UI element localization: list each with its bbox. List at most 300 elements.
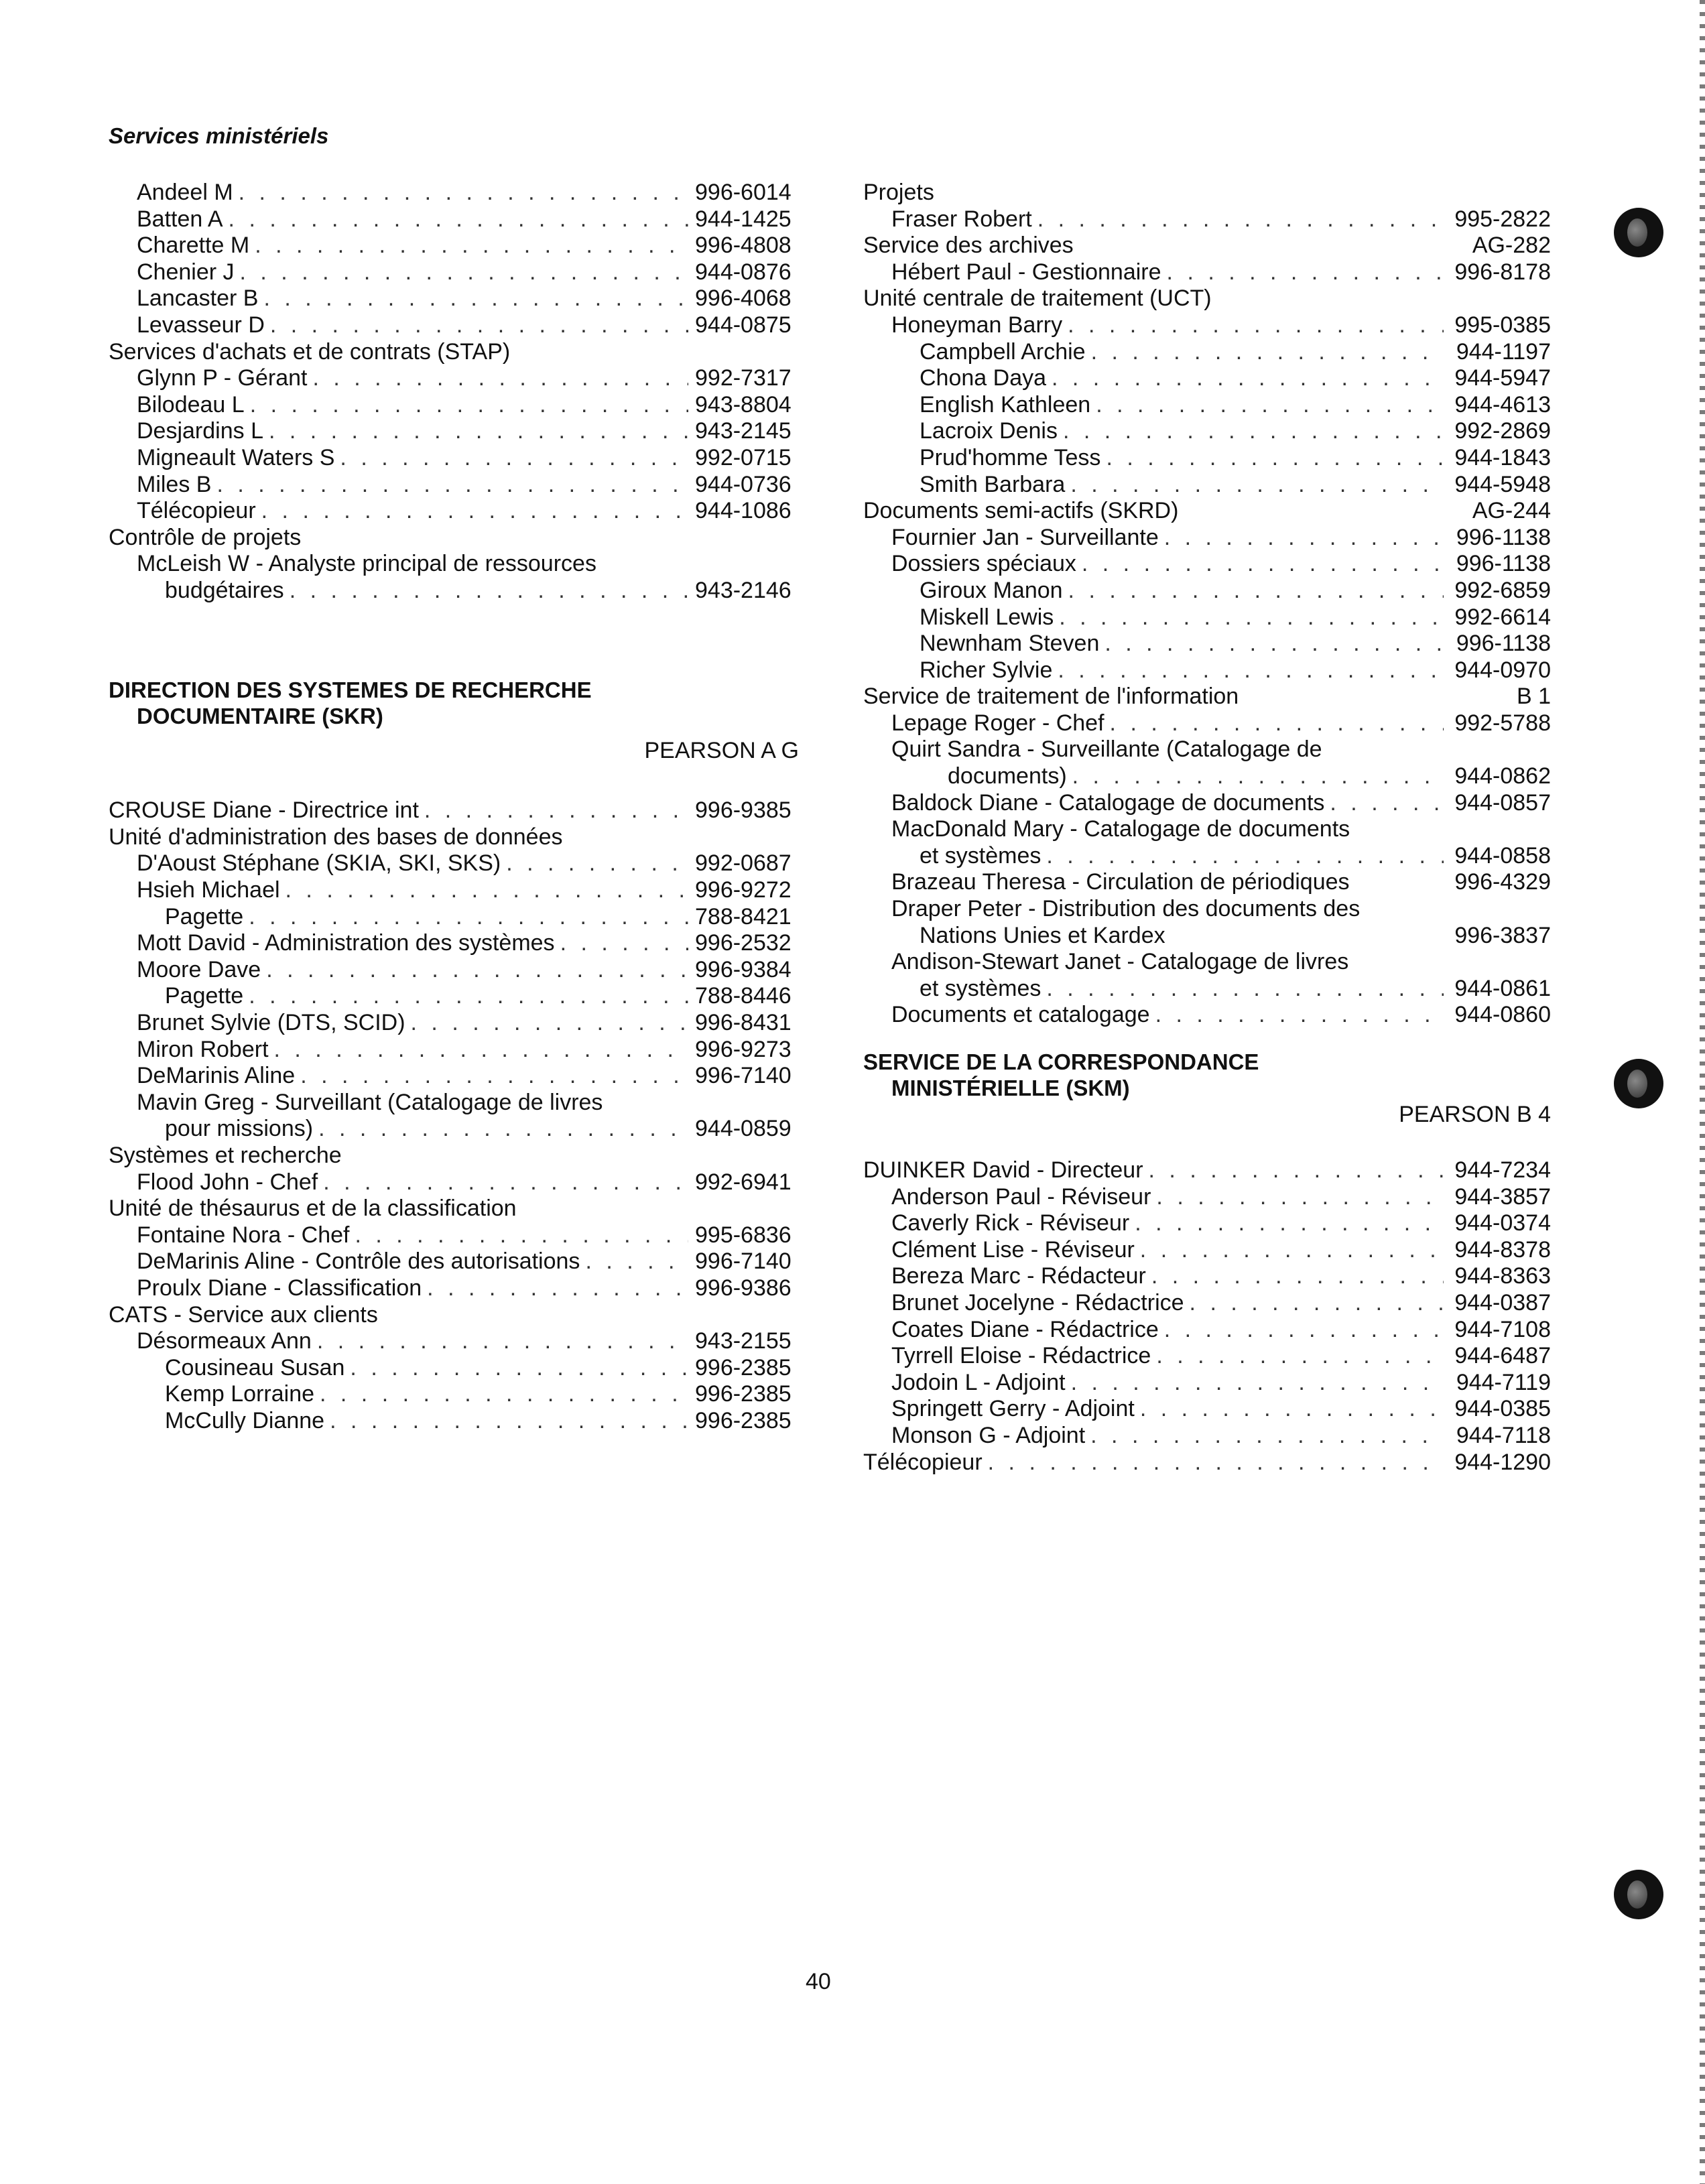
section-skr: [109, 677, 799, 764]
right-listing-1: [863, 180, 1551, 1029]
entry-name: Cousineau Susan: [165, 1354, 345, 1380]
leader-dots: [313, 365, 689, 392]
leader-dots: [1059, 604, 1444, 631]
entry-phone: 944-0736: [695, 471, 792, 497]
entry-name: McCully Dianne: [165, 1407, 325, 1433]
entry-phone: 944-6487: [1454, 1343, 1551, 1369]
leader-dots: [1068, 578, 1444, 604]
entry-phone: 995-0385: [1454, 312, 1551, 338]
entry-name: documents): [948, 763, 1067, 789]
leader-dots: [340, 445, 688, 472]
leader-dots: [1037, 206, 1444, 233]
directory-entry: [863, 1184, 1551, 1211]
directory-entry: [109, 1169, 799, 1196]
directory-entry: [863, 1002, 1551, 1029]
directory-entry: [863, 710, 1551, 737]
entry-phone: 944-3857: [1454, 1183, 1551, 1210]
entry-name: Lepage Roger - Chef: [891, 710, 1104, 736]
entry-name: Unité de thésaurus et de la classification: [109, 1196, 517, 1222]
entry-name: budgétaires: [165, 577, 284, 603]
entry-phone: 996-7140: [695, 1248, 792, 1275]
directory-entry: [863, 631, 1551, 657]
entry-name: Chenier J: [137, 259, 235, 285]
entry-phone: 944-5947: [1454, 365, 1551, 391]
entry-phone: AG-282: [1472, 233, 1551, 259]
entry-name: Unité d'administration des bases de données: [109, 824, 563, 850]
entry-phone: 996-9386: [695, 1275, 792, 1301]
leader-dots: [411, 1010, 688, 1037]
leader-dots: [266, 957, 688, 984]
entry-name: Migneault Waters S: [137, 444, 335, 470]
entry-phone: 944-7119: [1456, 1369, 1551, 1395]
directory-entry: [109, 797, 799, 824]
directory-entry: [109, 904, 799, 931]
directory-entry: [109, 1143, 799, 1169]
entry-name: Tyrrell Eloise - Rédactrice: [891, 1343, 1151, 1369]
entry-phone: 995-6836: [695, 1222, 792, 1248]
directory-entry: [863, 285, 1551, 312]
entry-phone: 944-0862: [1454, 763, 1551, 789]
building-label: PEARSON A G: [644, 738, 799, 764]
leader-dots: [1151, 1263, 1444, 1290]
page-number: 40: [806, 1969, 831, 1994]
directory-entry: [109, 1196, 799, 1222]
leader-dots: [1096, 392, 1444, 419]
entry-name: English Kathleen: [920, 391, 1091, 417]
entry-phone: 992-5788: [1454, 710, 1551, 736]
entry-phone: 944-7118: [1456, 1422, 1551, 1448]
entry-name: Glynn P - Gérant: [137, 365, 308, 391]
entry-name: Batten A: [137, 206, 223, 232]
directory-entry: [863, 259, 1551, 286]
directory-entry: [109, 983, 799, 1010]
entry-phone: 996-7140: [695, 1063, 792, 1089]
entry-name: Projets: [863, 180, 934, 205]
leader-dots: [355, 1222, 689, 1249]
directory-entry: [109, 233, 799, 259]
directory-entry: [863, 1210, 1551, 1237]
directory-entry: [863, 578, 1551, 604]
directory-entry: [109, 312, 799, 339]
directory-entry: [863, 365, 1551, 392]
leader-dots: [320, 1381, 688, 1408]
section-skm: [863, 1049, 1551, 1128]
directory-entry: [109, 1248, 799, 1275]
entry-phone: 943-2145: [695, 418, 792, 444]
entry-name: Documents et catalogage: [891, 1002, 1150, 1028]
leader-dots: [1090, 1423, 1444, 1450]
entry-name: Mavin Greg - Surveillant (Catalogage de livres: [137, 1089, 603, 1115]
directory-entry: [109, 1116, 799, 1143]
directory-entry: [109, 285, 799, 312]
directory-entry: [109, 930, 799, 957]
entry-phone: 944-8363: [1454, 1263, 1551, 1289]
entry-phone: 992-0715: [695, 444, 792, 470]
leader-dots: [1149, 1157, 1444, 1184]
entry-name: Charette M: [137, 233, 250, 259]
leader-dots: [318, 1116, 688, 1143]
entry-phone: 944-0859: [695, 1116, 792, 1142]
directory-entry: [863, 392, 1551, 419]
leader-dots: [323, 1169, 688, 1196]
entry-name: Dossiers spéciaux: [891, 551, 1076, 577]
entry-name: Chona Daya: [920, 365, 1047, 391]
entry-phone: 944-7108: [1454, 1316, 1551, 1342]
directory-entry: [863, 445, 1551, 472]
entry-name: Service des archives: [863, 233, 1074, 259]
directory-entry: [863, 790, 1551, 817]
entry-name: Désormeaux Ann: [137, 1328, 312, 1354]
entry-phone: 992-6941: [695, 1169, 792, 1195]
entry-name: DeMarinis Aline - Contrôle des autorisations: [137, 1248, 580, 1275]
directory-entry: [863, 843, 1551, 870]
entry-phone: 996-2385: [695, 1407, 792, 1433]
leader-dots: [216, 472, 688, 499]
leader-dots: [350, 1355, 688, 1382]
directory-entry: [863, 1396, 1551, 1423]
directory-entry: [863, 816, 1551, 843]
entry-name: Hébert Paul - Gestionnaire: [891, 259, 1161, 285]
entry-name: MacDonald Mary - Catalogage de documents: [891, 816, 1350, 842]
running-head: Services ministériels: [109, 123, 329, 148]
entry-phone: 944-0374: [1454, 1210, 1551, 1236]
entry-phone: 944-1086: [695, 498, 792, 524]
leader-dots: [1140, 1237, 1444, 1264]
entry-phone: 996-1138: [1456, 524, 1551, 550]
entry-name: Andison-Stewart Janet - Catalogage de livres: [891, 949, 1349, 975]
leader-dots: [263, 285, 688, 312]
entry-name: Lacroix Denis: [920, 418, 1058, 444]
entry-phone: 944-0970: [1454, 657, 1551, 683]
leader-dots: [249, 983, 688, 1010]
entry-name: Miles B: [137, 471, 212, 497]
entry-phone: 996-9384: [695, 956, 792, 982]
entry-name: Monson G - Adjoint: [891, 1422, 1086, 1448]
directory-entry: [863, 312, 1551, 339]
entry-name: Miskell Lewis: [920, 604, 1054, 630]
directory-entry: [109, 1381, 799, 1408]
entry-phone: 996-2385: [695, 1381, 792, 1407]
entry-phone: 996-1138: [1456, 551, 1551, 577]
leader-dots: [1167, 259, 1444, 286]
leader-dots: [269, 418, 688, 445]
entry-name: Fontaine Nora - Chef: [137, 1222, 350, 1248]
directory-entry: [109, 824, 799, 851]
directory-entry: [109, 206, 799, 233]
section-title: [863, 1049, 1551, 1101]
entry-name: Giroux Manon: [920, 577, 1063, 603]
entry-phone: 996-8178: [1454, 259, 1551, 285]
entry-name: D'Aoust Stéphane (SKIA, SKI, SKS): [137, 850, 501, 877]
entry-phone: 992-7317: [695, 365, 792, 391]
leader-dots: [1058, 657, 1444, 684]
binder-hole-icon: [1614, 1870, 1663, 1919]
leader-dots: [286, 877, 688, 904]
leader-dots: [255, 233, 688, 259]
entry-name: Services d'achats et de contrats (STAP): [109, 338, 511, 365]
directory-entry: [109, 1037, 799, 1064]
directory-entry: [863, 472, 1551, 499]
section-title-line: SERVICE DE LA CORRESPONDANCE: [863, 1049, 1259, 1074]
leader-dots: [300, 1063, 688, 1090]
entry-name: Moore Dave: [137, 956, 261, 982]
directory-entry: [109, 578, 799, 604]
leader-dots: [1068, 312, 1444, 339]
directory-entry: [863, 657, 1551, 684]
leader-dots: [1155, 1002, 1444, 1029]
directory-entry: [109, 850, 799, 877]
directory-entry: [863, 1343, 1551, 1370]
entry-name: Miron Robert: [137, 1036, 269, 1062]
section-title-line: MINISTÉRIELLE (SKM): [891, 1076, 1130, 1100]
directory-entry: [863, 949, 1551, 976]
entry-phone: 944-0860: [1454, 1002, 1551, 1028]
directory-entry: [109, 418, 799, 445]
entry-name: Service de traitement de l'information: [863, 684, 1239, 710]
directory-entry: [109, 1408, 799, 1435]
building-label: PEARSON B 4: [1399, 1102, 1551, 1127]
directory-entry: [109, 1222, 799, 1249]
directory-entry: [109, 339, 799, 366]
entry-name: Anderson Paul - Réviseur: [891, 1183, 1151, 1210]
entry-name: Bereza Marc - Rédacteur: [891, 1263, 1146, 1289]
leader-dots: [290, 578, 688, 604]
leader-dots: [1156, 1184, 1444, 1211]
entry-name: Nations Unies et Kardex: [920, 922, 1165, 948]
entry-phone: 992-0687: [695, 850, 792, 877]
directory-entry: [863, 763, 1551, 790]
entry-phone: 995-2822: [1454, 206, 1551, 232]
entry-name: Lancaster B: [137, 285, 259, 312]
directory-entry: [863, 923, 1551, 950]
entry-name: Systèmes et recherche: [109, 1143, 342, 1168]
directory-entry: [863, 1263, 1551, 1290]
section-title: [109, 677, 799, 729]
leader-dots: [585, 1248, 688, 1275]
entry-name: DUINKER David - Directeur: [863, 1157, 1143, 1183]
leader-dots: [506, 850, 688, 877]
entry-phone: 944-0385: [1454, 1396, 1551, 1422]
right-column: [863, 180, 1551, 1476]
left-listing-2: [109, 797, 799, 1434]
leader-dots: [270, 312, 688, 339]
entry-phone: 944-8378: [1454, 1236, 1551, 1263]
leader-dots: [317, 1328, 688, 1355]
leader-dots: [988, 1450, 1444, 1476]
leader-dots: [1156, 1343, 1444, 1370]
entry-name: Caverly Rick - Réviseur: [891, 1210, 1130, 1236]
leader-dots: [1135, 1210, 1444, 1237]
leader-dots: [1164, 525, 1444, 552]
entry-phone: 996-2385: [695, 1354, 792, 1380]
directory-entry: [863, 869, 1551, 896]
directory-entry: [109, 180, 799, 206]
directory-entry: [109, 365, 799, 392]
left-listing-1: [109, 180, 799, 604]
directory-entry: [109, 957, 799, 984]
entry-phone: 996-2532: [695, 930, 792, 956]
directory-entry: [109, 1302, 799, 1329]
directory-entry: [863, 896, 1551, 923]
leader-dots: [249, 904, 688, 931]
directory-entry: [109, 498, 799, 525]
directory-entry: [863, 976, 1551, 1003]
directory-entry: [109, 392, 799, 419]
entry-name: DeMarinis Aline: [137, 1063, 296, 1089]
leader-dots: [1110, 710, 1444, 737]
scan-edge: [1700, 0, 1705, 2184]
entry-name: Flood John - Chef: [137, 1169, 318, 1195]
binder-hole-icon: [1614, 208, 1663, 257]
entry-phone: 944-1197: [1456, 338, 1551, 365]
entry-name: Proulx Diane - Classification: [137, 1275, 422, 1301]
directory-entry: [863, 551, 1551, 578]
directory-entry: [863, 1450, 1551, 1476]
entry-name: Richer Sylvie: [920, 657, 1053, 683]
entry-phone: 944-0861: [1454, 975, 1551, 1001]
entry-phone: 944-1425: [695, 206, 792, 232]
entry-name: Clément Lise - Réviseur: [891, 1236, 1135, 1263]
entry-phone: 944-1290: [1454, 1449, 1551, 1475]
entry-name: Honeyman Barry: [891, 312, 1063, 338]
directory-entry: [109, 525, 799, 552]
entry-phone: 996-4068: [695, 285, 792, 312]
entry-name: Télécopieur: [137, 498, 256, 524]
entry-phone: 944-0857: [1454, 789, 1551, 816]
entry-name: Télécopieur: [863, 1449, 983, 1475]
entry-phone: 944-1843: [1454, 444, 1551, 470]
leader-dots: [1082, 551, 1444, 578]
entry-name: Mott David - Administration des systèmes: [137, 930, 555, 956]
entry-phone: 996-8431: [695, 1010, 792, 1036]
leader-dots: [1106, 445, 1444, 472]
leader-dots: [560, 930, 688, 957]
directory-entry: [863, 1290, 1551, 1317]
entry-name: et systèmes: [920, 975, 1041, 1001]
right-listing-2: [863, 1157, 1551, 1476]
leader-dots: [240, 259, 688, 286]
entry-phone: AG-244: [1472, 498, 1551, 524]
leader-dots: [1091, 339, 1444, 366]
directory-entry: [863, 498, 1551, 525]
leader-dots: [1190, 1290, 1444, 1317]
leader-dots: [1140, 1396, 1444, 1423]
entry-name: et systèmes: [920, 842, 1041, 869]
entry-name: Prud'homme Tess: [920, 444, 1101, 470]
directory-entry: [109, 1328, 799, 1355]
entry-phone: 996-9273: [695, 1036, 792, 1062]
directory-entry: [863, 1370, 1551, 1397]
entry-name: Kemp Lorraine: [165, 1381, 315, 1407]
entry-name: Contrôle de projets: [109, 524, 302, 550]
entry-phone: 992-2869: [1454, 418, 1551, 444]
leader-dots: [1072, 763, 1444, 790]
entry-name: Brunet Jocelyne - Rédactrice: [891, 1289, 1184, 1315]
entry-name: McLeish W - Analyste principal de ressources: [137, 551, 596, 577]
entry-phone: 996-6014: [695, 180, 792, 205]
entry-name: Jodoin L - Adjoint: [891, 1369, 1066, 1395]
entry-name: Newnham Steven: [920, 631, 1100, 657]
entry-name: Desjardins L: [137, 418, 263, 444]
entry-phone: 944-4613: [1454, 391, 1551, 417]
entry-name: Andeel M: [137, 180, 233, 205]
directory-entry: [109, 445, 799, 472]
entry-phone: 943-2155: [695, 1328, 792, 1354]
entry-phone: 944-7234: [1454, 1157, 1551, 1183]
leader-dots: [1046, 976, 1444, 1003]
entry-name: Quirt Sandra - Surveillante (Catalogage de: [891, 736, 1322, 763]
entry-name: Bilodeau L: [137, 391, 245, 417]
directory-entry: [863, 736, 1551, 763]
directory-entry: [863, 1423, 1551, 1450]
directory-entry: [109, 551, 799, 578]
entry-phone: 996-3837: [1454, 922, 1551, 948]
directory-entry: [109, 1010, 799, 1037]
directory-entry: [109, 259, 799, 286]
entry-phone: 996-9272: [695, 877, 792, 903]
entry-phone: 788-8421: [695, 903, 792, 929]
entry-phone: 992-6614: [1454, 604, 1551, 630]
directory-entry: [863, 1157, 1551, 1184]
leader-dots: [261, 498, 688, 525]
directory-entry: [109, 1275, 799, 1302]
entry-phone: 944-0387: [1454, 1289, 1551, 1315]
directory-entry: [109, 472, 799, 499]
entry-name: Unité centrale de traitement (UCT): [863, 285, 1212, 312]
entry-name: Campbell Archie: [920, 338, 1086, 365]
directory-entry: [109, 1063, 799, 1090]
directory-entry: [863, 233, 1551, 259]
left-column: [109, 180, 799, 1435]
entry-name: Smith Barbara: [920, 471, 1066, 497]
directory-entry: [109, 877, 799, 904]
directory-entry: [109, 1090, 799, 1116]
entry-name: pour missions): [165, 1116, 314, 1142]
entry-name: Coates Diane - Rédactrice: [891, 1316, 1159, 1342]
leader-dots: [330, 1408, 688, 1435]
directory-entry: [863, 604, 1551, 631]
leader-dots: [274, 1037, 688, 1064]
entry-name: Springett Gerry - Adjoint: [891, 1396, 1135, 1422]
entry-phone: 996-1138: [1456, 631, 1551, 657]
section-title-line: DIRECTION DES SYSTEMES DE RECHERCHE: [109, 678, 592, 703]
entry-phone: 992-6859: [1454, 577, 1551, 603]
directory-entry: [863, 418, 1551, 445]
entry-name: Draper Peter - Distribution des documents des: [891, 896, 1361, 922]
leader-dots: [1164, 1317, 1444, 1344]
entry-name: CATS - Service aux clients: [109, 1301, 378, 1328]
leader-dots: [229, 206, 688, 233]
leader-dots: [1070, 472, 1444, 499]
entry-name: Brunet Sylvie (DTS, SCID): [137, 1010, 405, 1036]
entry-phone: 944-0858: [1454, 842, 1551, 869]
entry-phone: 788-8446: [695, 983, 792, 1009]
entry-name: Hsieh Michael: [137, 877, 280, 903]
directory-entry: [863, 1237, 1551, 1264]
entry-name: Baldock Diane - Catalogage de documents: [891, 789, 1325, 816]
directory-entry: [863, 206, 1551, 233]
leader-dots: [1104, 631, 1444, 657]
leader-dots: [1330, 790, 1444, 817]
leader-dots: [250, 392, 688, 419]
entry-phone: 944-5948: [1454, 471, 1551, 497]
directory-entry: [863, 525, 1551, 552]
entry-phone: 944-0876: [695, 259, 792, 285]
binder-hole-icon: [1614, 1059, 1663, 1108]
entry-phone: 943-8804: [695, 391, 792, 417]
leader-dots: [1046, 843, 1444, 870]
entry-name: Fournier Jan - Surveillante: [891, 524, 1159, 550]
